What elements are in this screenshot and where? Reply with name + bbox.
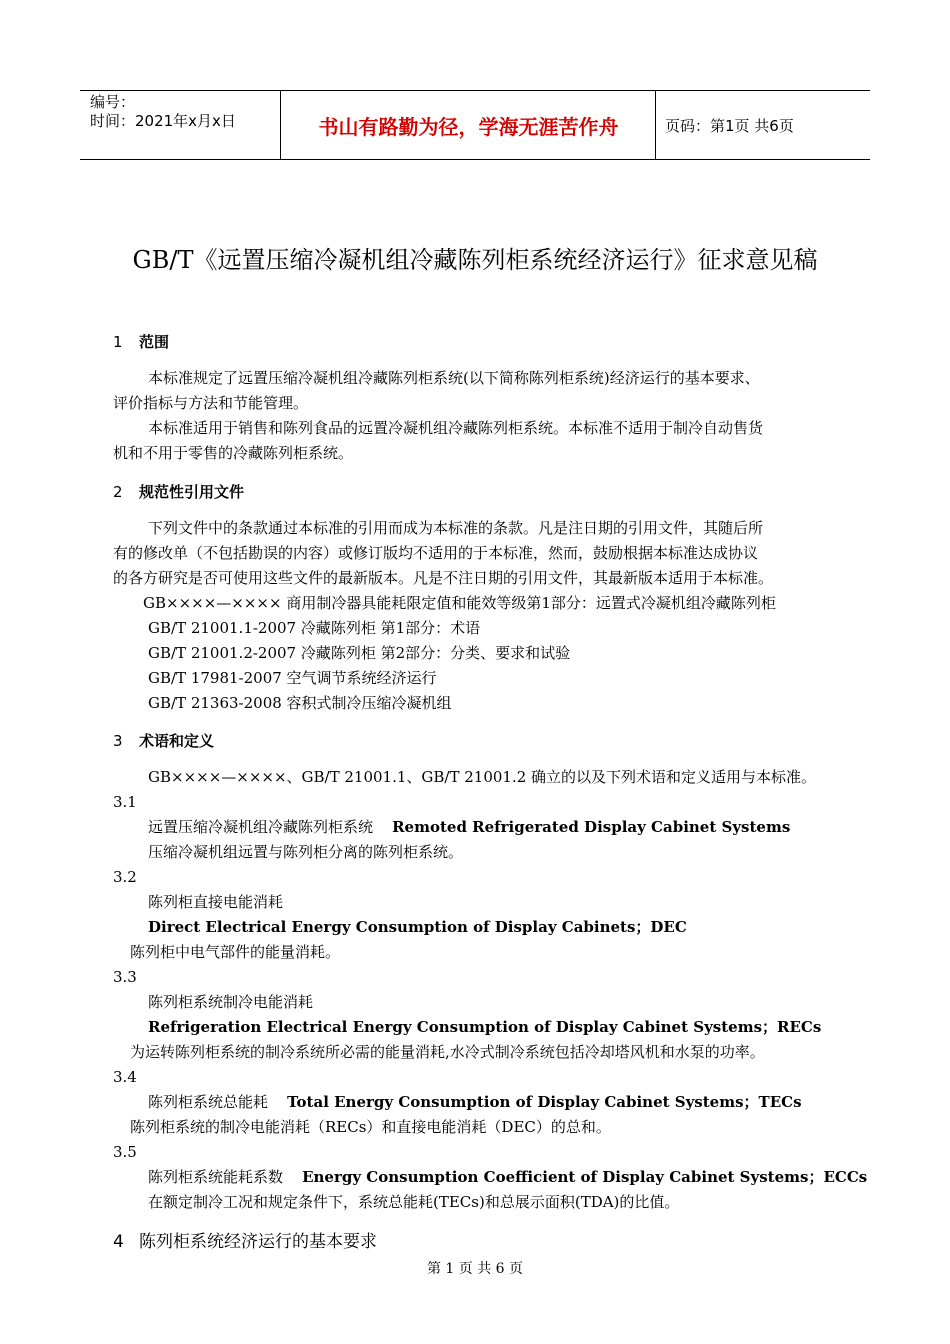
paragraph-line: 有的修改单（不包括勘误的内容）或修订版均不适用的于本标准，然而，鼓励根据本标准达成协议 [113, 544, 759, 562]
term-name-cn: 陈列柜直接电能消耗 [148, 893, 284, 911]
term-name-en: Direct Electrical Energy Consumption of Display Cabinets；DEC [148, 918, 687, 936]
section-heading [113, 1227, 377, 1252]
section-title: 术语和定义 [139, 732, 215, 750]
section-number: 1 [113, 333, 123, 351]
term-name-cn: 陈列柜系统能耗系数 [148, 1168, 284, 1186]
term-definition: 为运转陈列柜系统的制冷系统所必需的能量消耗,水冷式制冷系统包括冷却塔风机和水泵的功率。 [130, 1043, 765, 1061]
reference-item: GB××××—×××× 商用制冷器具能耗限定值和能效等级第1部分：远置式冷凝机组冷藏陈列柜 [143, 594, 776, 612]
paragraph-line: GB××××—××××、GB/T 21001.1、GB/T 21001.2 确立的以及下列术语和定义适用与本标准。 [148, 768, 817, 786]
section-heading [113, 331, 169, 352]
term-name-cn: 陈列柜系统总能耗 [148, 1093, 269, 1111]
term-number: 3.1 [113, 793, 137, 811]
reference-item: GB/T 21363-2008 容积式制冷压缩冷凝机组 [148, 694, 452, 712]
term-name [148, 1165, 867, 1190]
term-definition: 压缩冷凝机组远置与陈列柜分离的陈列柜系统。 [148, 843, 464, 861]
reference-item: GB/T 21001.1-2007 冷藏陈列柜 第1部分：术语 [148, 619, 481, 637]
term-name [148, 815, 790, 840]
term-name-en: Refrigeration Electrical Energy Consumption of Display Cabinet Systems；RECs [148, 1018, 822, 1036]
term-name-cn: 远置压缩冷凝机组冷藏陈列柜系统 [148, 818, 374, 836]
section-number: 2 [113, 483, 123, 501]
header-page-info: 页码：第1页 共6页 [665, 117, 794, 135]
term-name-en: Remoted Refrigerated Display Cabinet Systems [392, 818, 791, 836]
document-title: GB/T《远置压缩冷凝机组冷藏陈列柜系统经济运行》征求意见稿 [132, 246, 818, 274]
section-number: 4 [113, 1232, 124, 1252]
paragraph-line: 评价指标与方法和节能管理。 [113, 394, 309, 412]
paragraph-line: 的各方研究是否可使用这些文件的最新版本。凡是不注日期的引用文件，其最新版本适用于本标准。 [113, 569, 774, 587]
term-definition: 在额定制冷工况和规定条件下，系统总能耗(TECs)和总展示面积(TDA)的比值。 [148, 1193, 680, 1211]
term-number: 3.5 [113, 1143, 137, 1161]
term-definition: 陈列柜系统的制冷电能消耗（RECs）和直接电能消耗（DEC）的总和。 [130, 1118, 611, 1136]
reference-item: GB/T 17981-2007 空气调节系统经济运行 [148, 669, 437, 687]
term-number: 3.3 [113, 968, 137, 986]
term-number: 3.2 [113, 868, 137, 886]
header-divider [655, 91, 656, 159]
paragraph-line: 本标准适用于销售和陈列食品的远置冷凝机组冷藏陈列柜系统。本标准不适用于制冷自动售货 [148, 419, 764, 437]
paragraph-line: 机和不用于零售的冷藏陈列柜系统。 [113, 444, 354, 462]
section-title: 范围 [139, 333, 170, 351]
section-title: 规范性引用文件 [139, 483, 245, 501]
section-title: 陈列柜系统经济运行的基本要求 [139, 1232, 377, 1252]
term-name-cn: 陈列柜系统制冷电能消耗 [148, 993, 314, 1011]
term-definition: 陈列柜中电气部件的能量消耗。 [130, 943, 341, 961]
header-meta [90, 93, 236, 131]
term-name [148, 1090, 802, 1115]
section-heading [113, 481, 244, 502]
paragraph-line: 下列文件中的条款通过本标准的引用而成为本标准的条款。凡是注日期的引用文件，其随后所 [148, 519, 764, 537]
reference-item: GB/T 21001.2-2007 冷藏陈列柜 第2部分：分类、要求和试验 [148, 644, 571, 662]
page-footer: 第 1 页 共 6 页 [426, 1261, 524, 1277]
term-number: 3.4 [113, 1068, 137, 1086]
header-motto: 书山有路勤为径，学海无涯苦作舟 [318, 115, 619, 139]
term-name-en: Total Energy Consumption of Display Cabinet Systems；TECs [287, 1093, 802, 1111]
section-heading [113, 730, 214, 751]
page-header [80, 90, 870, 160]
header-divider [280, 91, 281, 159]
time-label: 时间：2021年x月x日 [90, 112, 236, 130]
number-label: 编号： [90, 93, 136, 111]
term-name-en: Energy Consumption Coefficient of Display Cabinet Systems；ECCs [302, 1168, 868, 1186]
section-number: 3 [113, 732, 123, 750]
paragraph-line: 本标准规定了远置压缩冷凝机组冷藏陈列柜系统(以下简称陈列柜系统)经济运行的基本要求、 [148, 369, 760, 387]
